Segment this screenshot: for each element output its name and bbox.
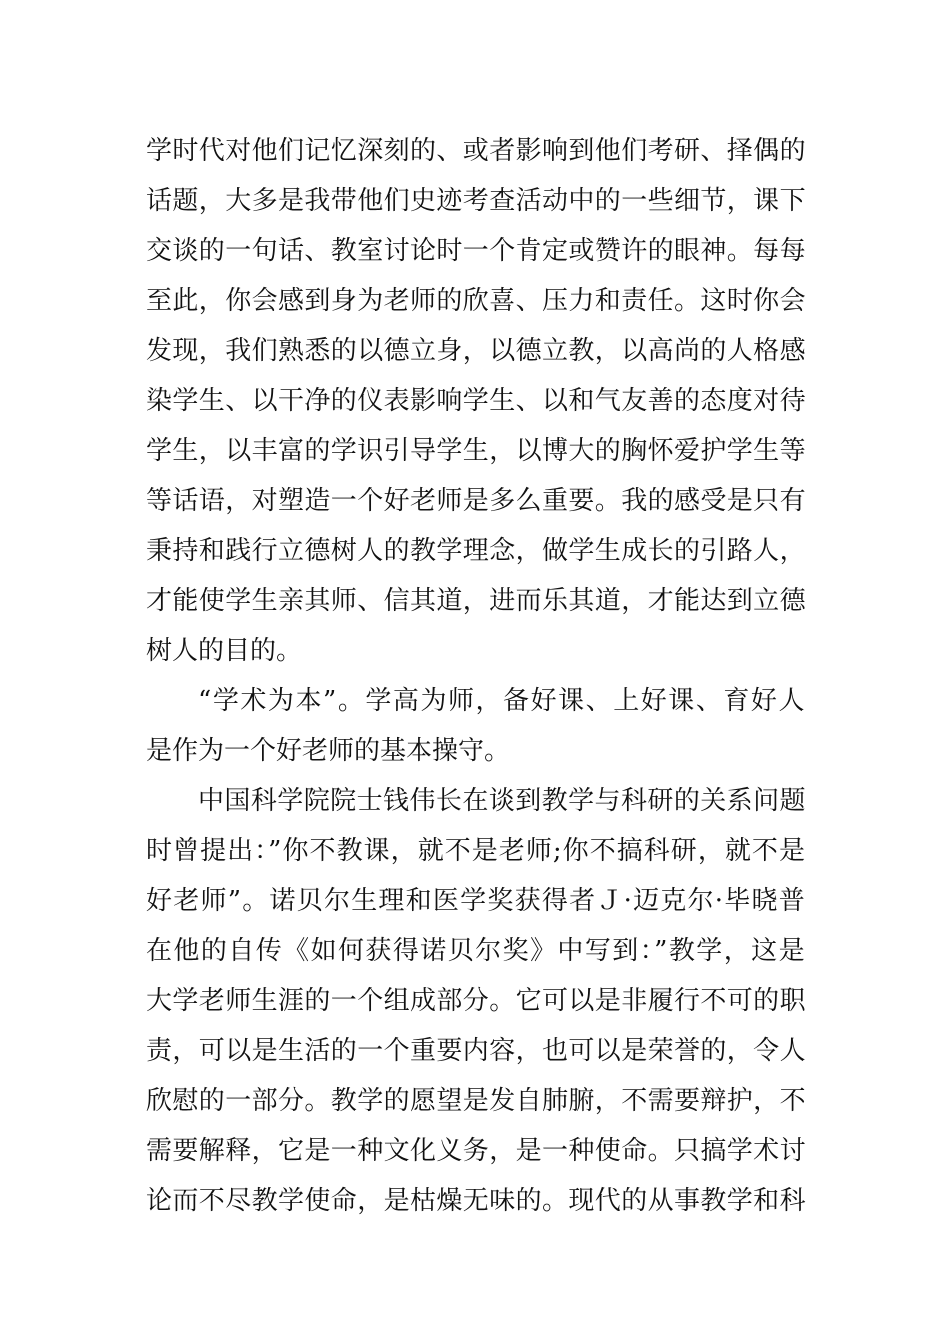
text-line: 时曾提出：”你不教课，就不是老师;你不搞科研，就不是 [146,836,806,866]
text-line: 论而不尽教学使命，是枯燥无味的。现代的从事教学和科 [146,1186,806,1216]
text-line: 欣慰的一部分。教学的愿望是发自肺腑，不需要辩护，不 [146,1086,806,1116]
paragraph-first-line: “学术为本”。学高为师，备好课、上好课、育好人 [198,686,806,716]
text-line: 树人的目的。 [146,636,303,666]
text-line: 话题，大多是我带他们史迹考查活动中的一些细节，课下 [146,186,806,216]
text-line: 染学生、以干净的仪表影响学生、以和气友善的态度对待 [146,386,806,416]
text-line: 秉持和践行立德树人的教学理念，做学生成长的引路人， [146,536,806,566]
paragraph-first-line: 中国科学院院士钱伟长在谈到教学与科研的关系问题 [198,786,806,816]
text-line: 责，可以是生活的一个重要内容，也可以是荣誉的，令人 [146,1036,806,1066]
text-line: 才能使学生亲其师、信其道，进而乐其道，才能达到立德 [146,586,806,616]
text-line: 大学老师生涯的一个组成部分。它可以是非履行不可的职 [146,986,806,1016]
text-line: 需要解释，它是一种文化义务，是一种使命。只搞学术讨 [146,1136,806,1166]
text-line: 学生，以丰富的学识引导学生，以博大的胸怀爱护学生等 [146,436,806,466]
text-line: 是作为一个好老师的基本操守。 [146,736,511,766]
text-line: 在他的自传《如何获得诺贝尔奖》中写到：”教学，这是 [146,936,806,966]
text-line: 发现，我们熟悉的以德立身，以德立教，以高尚的人格感 [146,336,806,366]
text-line: 好老师”。诺贝尔生理和医学奖获得者Ｊ·迈克尔·毕晓普 [146,886,806,916]
text-line: 至此，你会感到身为老师的欣喜、压力和责任。这时你会 [146,286,806,316]
text-line: 等话语，对塑造一个好老师是多么重要。我的感受是只有 [146,486,806,516]
body-text [146,126,806,1226]
text-line: 学时代对他们记忆深刻的、或者影响到他们考研、择偶的 [146,136,806,166]
text-line: 交谈的一句话、教室讨论时一个肯定或赞许的眼神。每每 [146,236,806,266]
